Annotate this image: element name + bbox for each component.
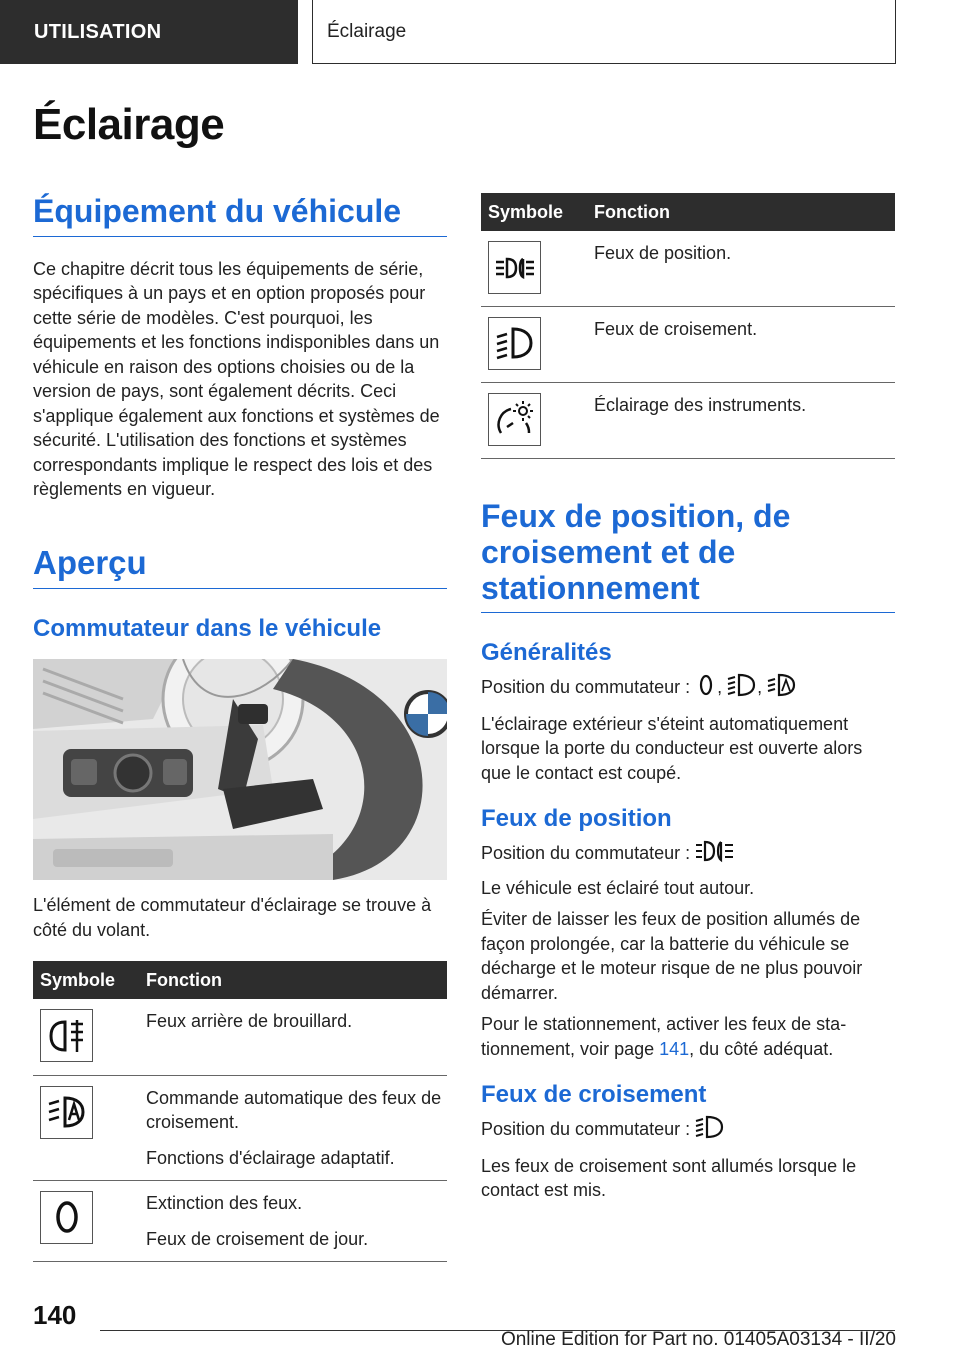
switch-label: Position du commutateur :	[481, 843, 691, 863]
page-number: 140	[33, 1300, 77, 1330]
parking-lights-icon	[695, 839, 735, 870]
parking-switch-line	[481, 839, 895, 870]
auto-headlight-icon	[40, 1086, 93, 1139]
parking-lights-icon	[488, 241, 541, 294]
table-row	[33, 999, 447, 1075]
overview-subheading: Commutateur dans le véhicule	[33, 614, 382, 642]
general-heading: Généralités	[481, 639, 612, 666]
function-text: Feux de croisement de jour.	[146, 1228, 369, 1249]
parking-p2: Éviter de laisser les feux de position allumés de façon prolongée, car la batterie du véhicule se décharge et le moteur risque de ne plus pouvoir démarrer.	[481, 909, 863, 1003]
separator: ,	[717, 677, 723, 697]
col-header-function: Fonction	[587, 193, 895, 231]
overview-section	[33, 545, 447, 643]
low-beam-icon	[695, 1115, 725, 1146]
lights-off-icon	[695, 673, 717, 704]
function-text: Feux arrière de brouillard.	[146, 1011, 353, 1031]
dashboard-illustration	[33, 659, 447, 880]
footer-edition: Online Edition for Part no. 01405A03134 - II/20	[500, 1329, 896, 1350]
section-label: UTILISATION	[34, 20, 162, 43]
switch-label: Position du commutateur :	[481, 1119, 691, 1139]
parking-heading: Feux de position	[481, 805, 672, 832]
table-row	[33, 1180, 447, 1261]
col-header-function: Fonction	[139, 961, 447, 999]
chapter-tab	[312, 0, 896, 64]
function-text: Commande automatique des feux de croisement.	[146, 1087, 442, 1132]
lowbeam-body: Les feux de croisement sont allumés lorsque le contact est mis.	[481, 1155, 857, 1200]
equipment-heading: Équipement du véhicule	[33, 194, 447, 237]
equipment-section	[33, 194, 447, 502]
dashboard-photo	[33, 659, 447, 880]
page-link[interactable]: 141	[659, 1038, 690, 1059]
photo-caption: L'élément de commutateur d'éclairage se trouve à côté du volant.	[33, 895, 432, 940]
page-title: Éclairage	[33, 100, 225, 149]
photo-caption-block	[33, 893, 447, 942]
symbol-table-right	[481, 193, 895, 459]
low-beam-icon	[727, 673, 757, 704]
lights-heading: Feux de position, de croisement et de stationnement	[481, 498, 895, 613]
lowbeam-switch-line	[481, 1115, 895, 1146]
function-text: Feux de position.	[594, 243, 732, 263]
general-body: L'éclairage extérieur s'éteint automatiquement lorsque la porte du conducteur est ouverte alors que le contact est coupé.	[481, 713, 863, 783]
parking-p3-text-end: , du côté adéquat.	[689, 1038, 834, 1059]
table-row	[481, 382, 895, 458]
chapter-label: Éclairage	[327, 20, 407, 42]
function-text: Éclairage des instruments.	[594, 394, 807, 415]
switch-label: Position du commutateur :	[481, 677, 691, 697]
function-text: Extinction des feux.	[146, 1192, 303, 1213]
overview-heading: Aperçu	[33, 545, 447, 589]
rear-fog-light-icon	[40, 1009, 93, 1062]
function-text: Feux de croisement.	[594, 318, 758, 339]
separator: ,	[757, 677, 763, 697]
general-switch-line	[481, 673, 895, 704]
parking-p3	[481, 1012, 895, 1061]
col-header-symbol: Symbole	[481, 193, 587, 231]
function-text: Fonctions d'éclairage adaptatif.	[146, 1147, 395, 1168]
equipment-body: Ce chapitre décrit tous les équipements de série, spécifiques à un pays et en option proposés pour cette série de modèles. C'est pourquoi, les équipements et les fonctions indisponibles dans un véhicule en raison des options choisies ou de la version de pays, sont également décrits. Ceci s'applique également aux fonctions et systèmes de sécurité. L'utilisation des fonctions et systèmes correspondants implique le respect des lois et des règlements en vigueur.	[33, 258, 440, 500]
table-row	[33, 1075, 447, 1180]
section-tab	[0, 0, 298, 64]
parking-p3-text: Pour le stationnement, activer les feux de stationnement, voir page	[481, 1014, 847, 1059]
lights-off-icon	[40, 1191, 93, 1244]
lights-section	[481, 498, 895, 1203]
parking-p1: Le véhicule est éclairé tout autour.	[481, 877, 755, 898]
auto-headlight-icon	[767, 673, 797, 704]
table-row	[481, 231, 895, 306]
instrument-lighting-icon	[488, 393, 541, 446]
table-row	[481, 306, 895, 382]
symbol-table-left	[33, 961, 447, 1262]
lowbeam-heading: Feux de croisement	[481, 1081, 707, 1108]
low-beam-icon	[488, 317, 541, 370]
col-header-symbol: Symbole	[33, 961, 139, 999]
